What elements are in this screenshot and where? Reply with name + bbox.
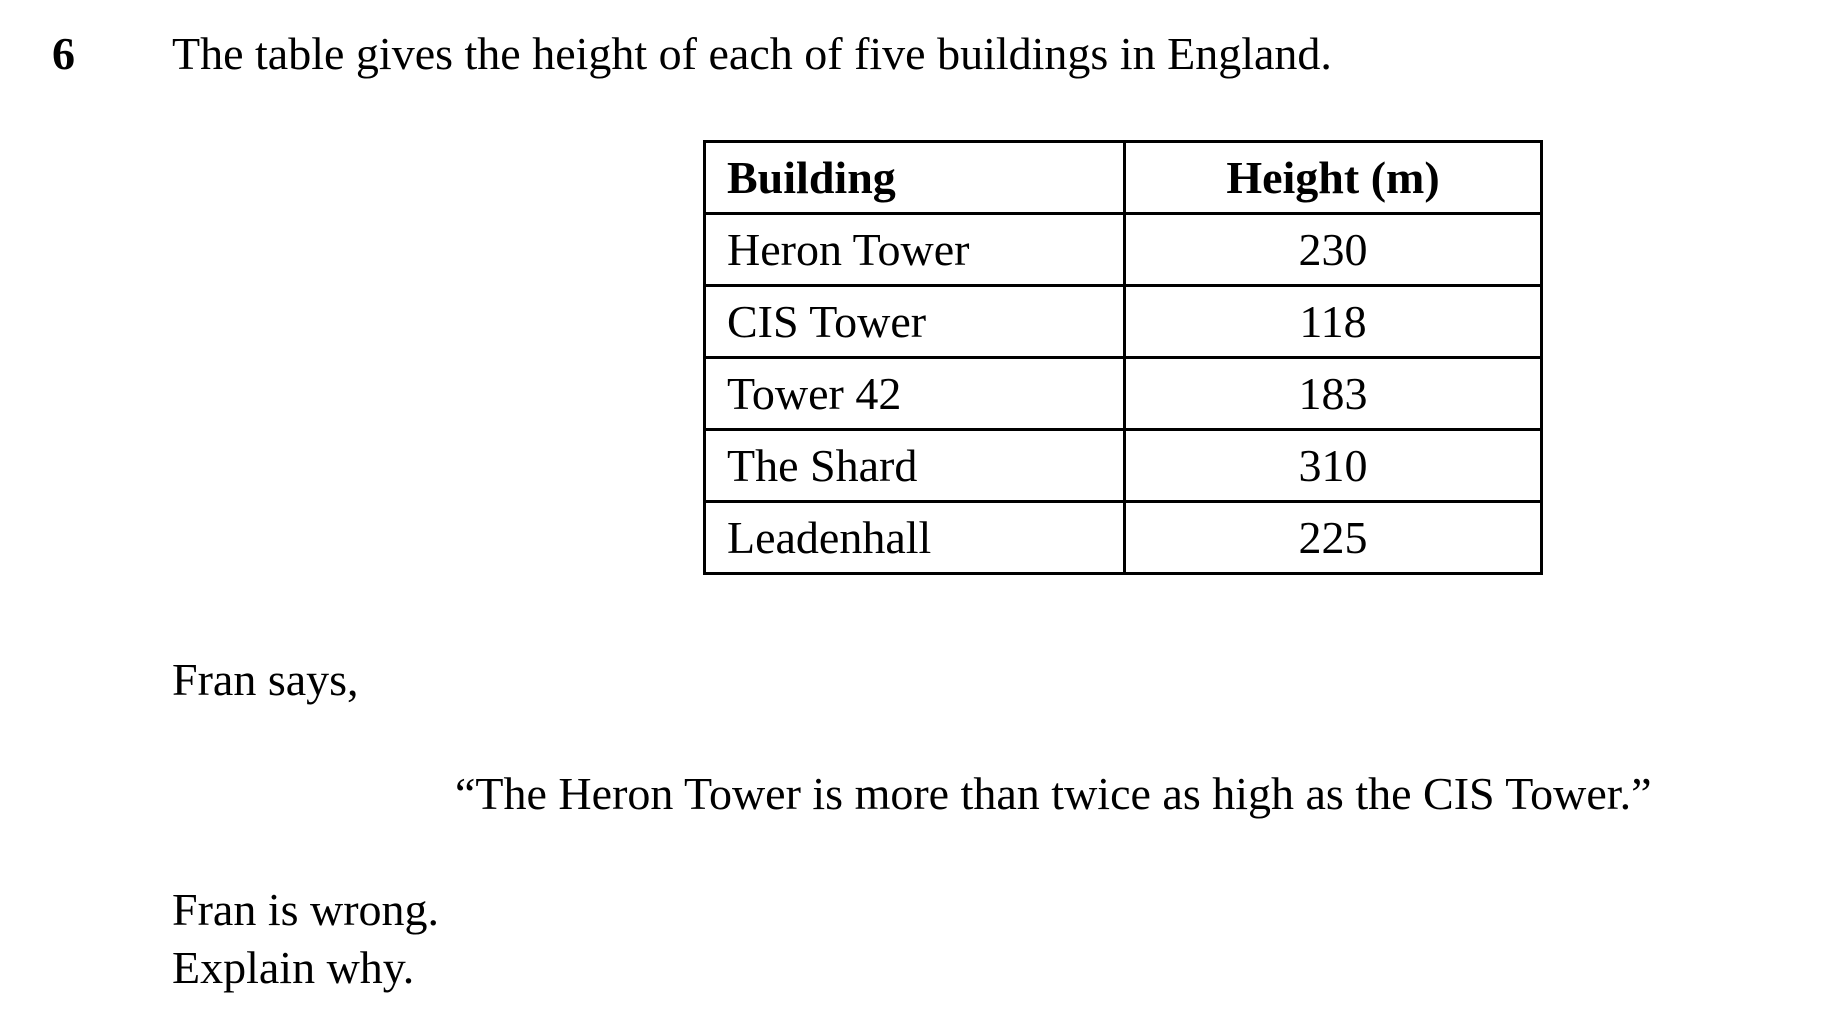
building-name-cell: Tower 42: [705, 358, 1125, 430]
table-row: [705, 502, 1542, 574]
table-row: [705, 358, 1542, 430]
height-cell: 118: [1125, 286, 1542, 358]
fran-says-text: Fran says,: [172, 654, 359, 705]
table-row: [705, 430, 1542, 502]
explain-why-text: Explain why.: [172, 942, 415, 993]
table-row: [705, 286, 1542, 358]
table-row: [705, 214, 1542, 286]
building-name-cell: Heron Tower: [705, 214, 1125, 286]
column-header-height: Height (m): [1125, 142, 1542, 214]
column-header-building: Building: [705, 142, 1125, 214]
task-instructions: [172, 881, 439, 997]
building-name-cell: The Shard: [705, 430, 1125, 502]
question-number: 6: [52, 28, 75, 79]
building-name-cell: CIS Tower: [705, 286, 1125, 358]
height-cell: 225: [1125, 502, 1542, 574]
height-cell: 183: [1125, 358, 1542, 430]
building-name-cell: Leadenhall: [705, 502, 1125, 574]
table-header-row: [705, 142, 1542, 214]
fran-quote: “The Heron Tower is more than twice as high as the CIS Tower.”: [455, 768, 1652, 819]
height-cell: 310: [1125, 430, 1542, 502]
buildings-table: [703, 140, 1543, 575]
question-intro: The table gives the height of each of five buildings in England.: [172, 28, 1332, 79]
height-cell: 230: [1125, 214, 1542, 286]
fran-is-wrong-text: Fran is wrong.: [172, 884, 440, 935]
